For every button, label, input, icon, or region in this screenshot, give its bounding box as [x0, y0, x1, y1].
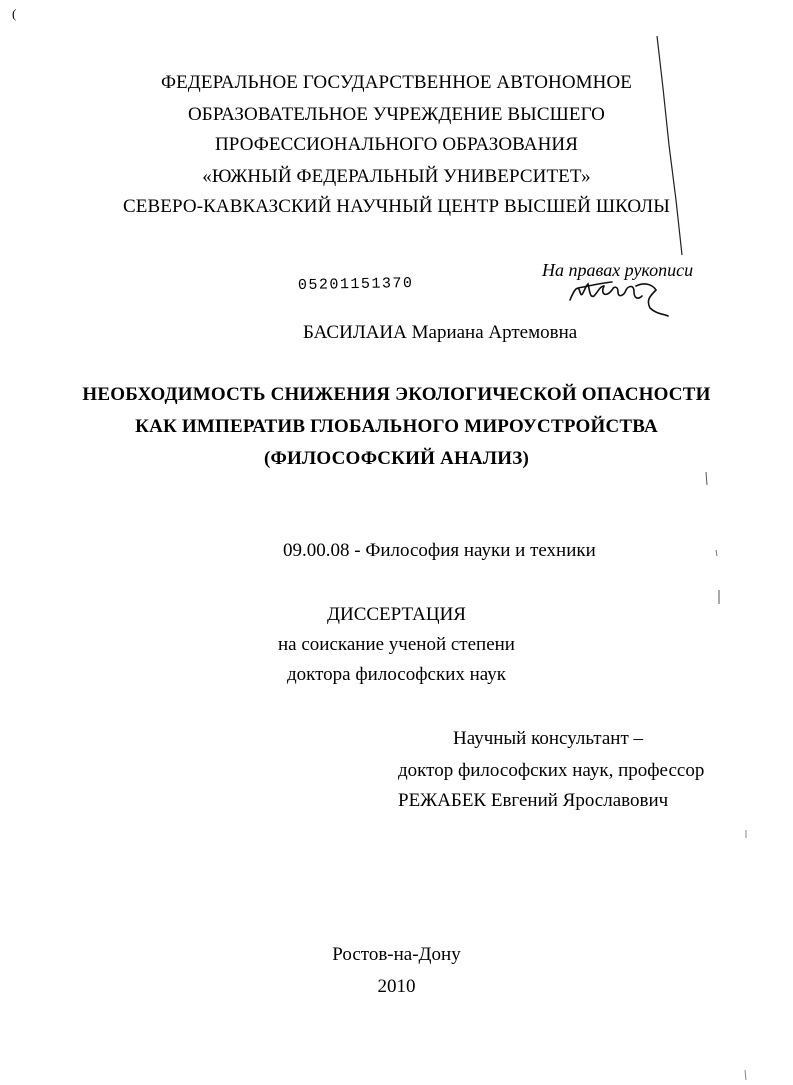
specialty-code: 09.00.08 - Философия науки и техники: [283, 540, 596, 561]
degree-purpose: на соискание ученой степени: [278, 634, 515, 655]
consultant-credentials: доктор философских наук, профессор: [398, 760, 705, 781]
title-line-3: (ФИЛОСОФСКИЙ АНАЛИЗ): [264, 448, 529, 469]
degree-level: доктора философских наук: [286, 664, 506, 685]
speck: [706, 472, 707, 485]
institution-line-5: СЕВЕРО-КАВКАЗСКИЙ НАУЧНЫЙ ЦЕНТР ВЫСШЕЙ ШКОЛЫ: [123, 196, 670, 217]
title-line-1: НЕОБХОДИМОСТЬ СНИЖЕНИЯ ЭКОЛОГИЧЕСКОЙ ОПАСНОСТИ: [82, 384, 711, 405]
archive-number: 05201151370: [297, 274, 414, 295]
institution-line-1: ФЕДЕРАЛЬНОЕ ГОСУДАРСТВЕННОЕ АВТОНОМНОЕ: [160, 72, 633, 93]
document-type: ДИССЕРТАЦИЯ: [327, 604, 466, 625]
speck: [745, 1070, 746, 1080]
year: 2010: [377, 976, 416, 997]
consultant-name: РЕЖАБЕК Евгений Ярославович: [398, 790, 669, 811]
title-line-2: КАК ИМПЕРАТИВ ГЛОБАЛЬНОГО МИРОУСТРОЙСТВА: [135, 416, 658, 437]
corner-mark: (: [12, 6, 17, 21]
signature: [570, 282, 668, 316]
speck: [716, 550, 717, 556]
institution-line-4: «ЮЖНЫЙ ФЕДЕРАЛЬНЫЙ УНИВЕРСИТЕТ»: [202, 166, 591, 187]
consultant-label: Научный консультант –: [453, 728, 643, 749]
place: Ростов-на-Дону: [332, 944, 461, 965]
institution-line-3: ПРОФЕССИОНАЛЬНОГО ОБРАЗОВАНИЯ: [214, 134, 578, 155]
institution-line-2: ОБРАЗОВАТЕЛЬНОЕ УЧРЕЖДЕНИЕ ВЫСШЕГО: [187, 104, 606, 125]
rights-note: На правах рукописи: [542, 260, 694, 280]
author-name: БАСИЛАИА Мариана Артемовна: [303, 322, 578, 343]
